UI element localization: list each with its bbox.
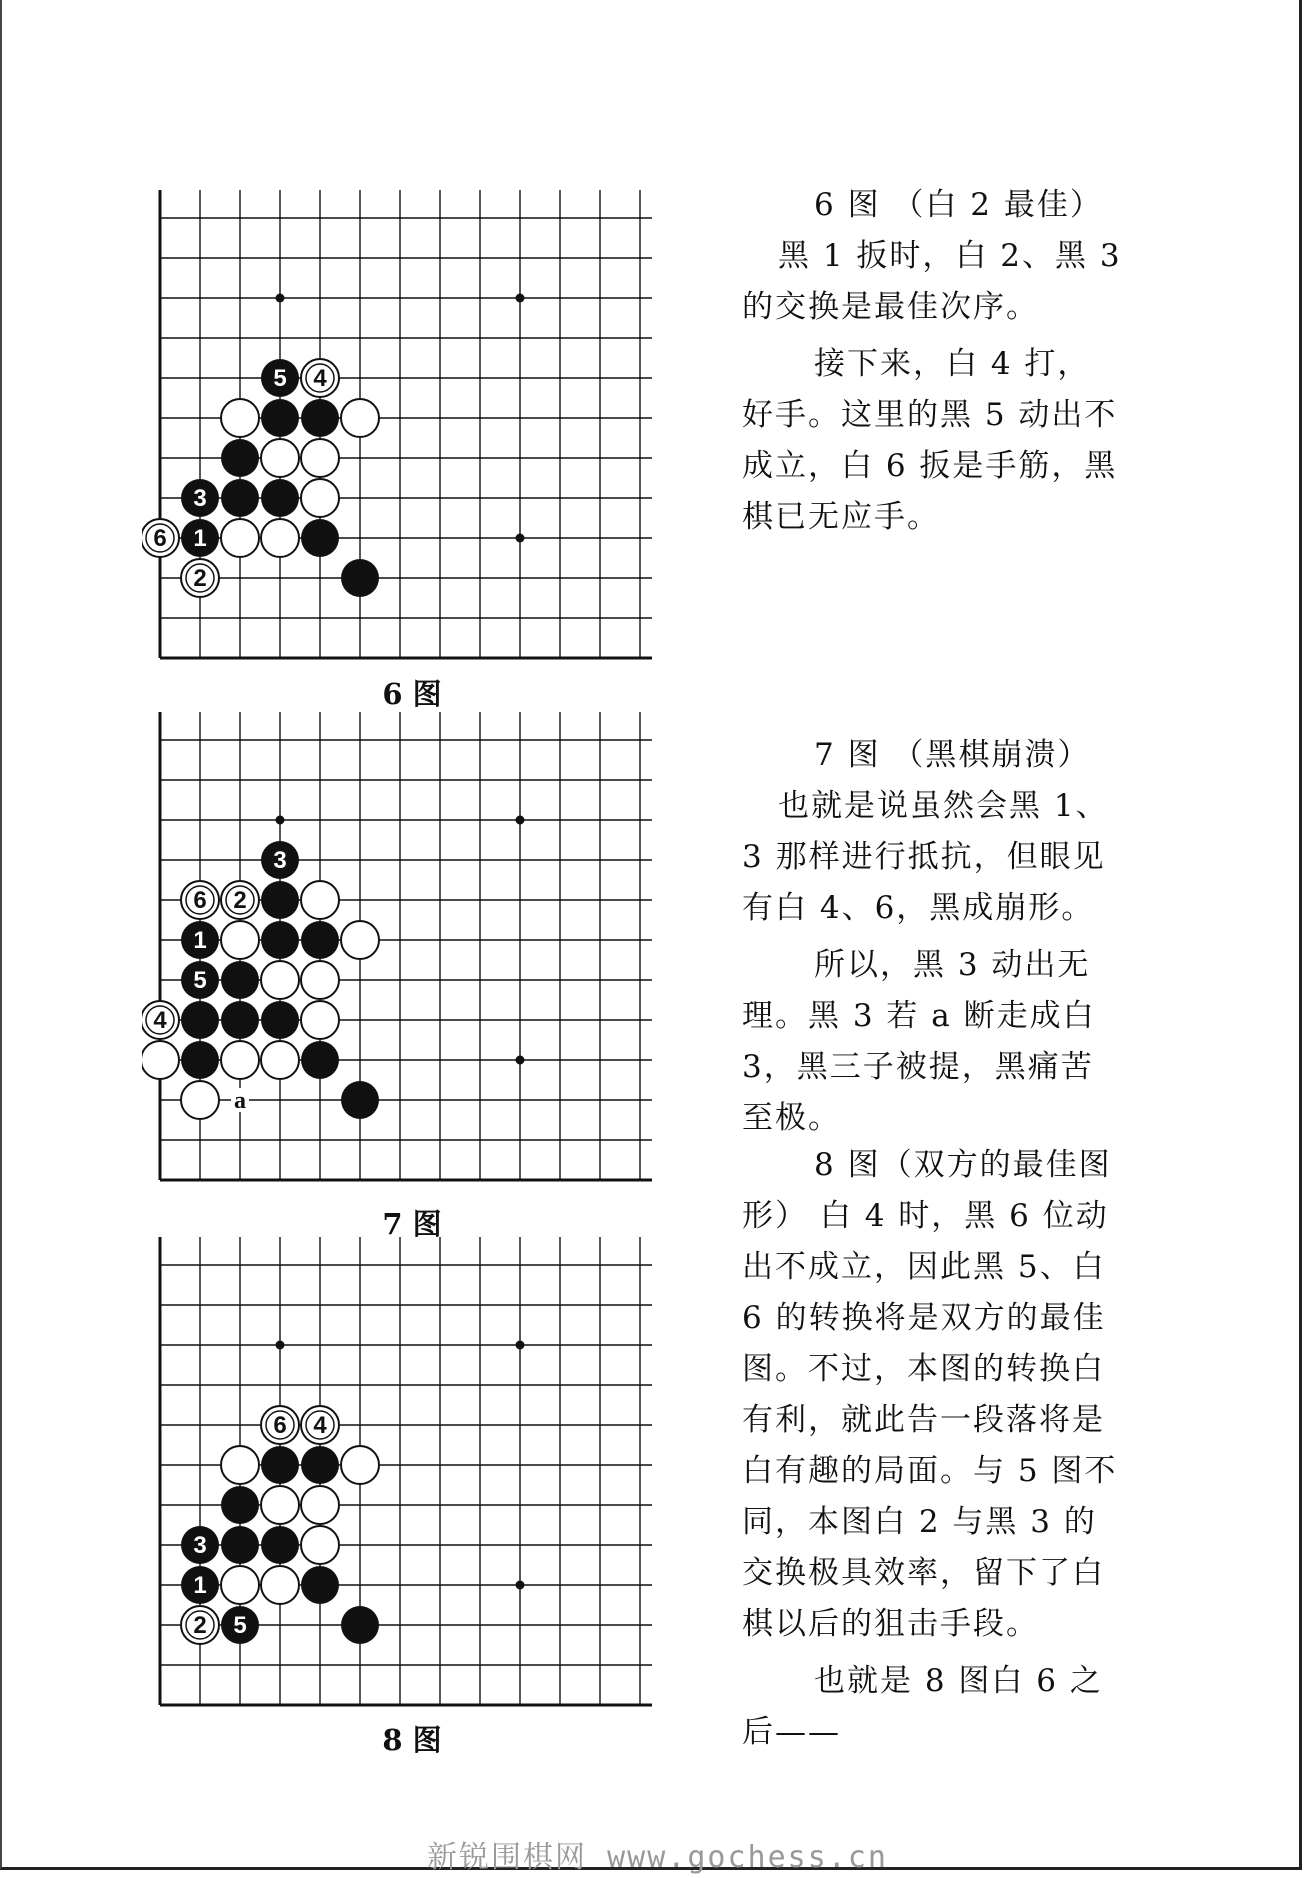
black-stone: [181, 479, 219, 517]
black-stone: [261, 881, 299, 919]
move-number: 5: [273, 365, 287, 392]
white-stone: [261, 1486, 299, 1524]
white-stone: [221, 399, 259, 437]
black-stone: [261, 1526, 299, 1564]
move-number: 2: [233, 887, 247, 914]
black-stone: [221, 1001, 259, 1039]
point-label: a: [234, 1088, 246, 1114]
white-stone: [301, 1001, 339, 1039]
star-point: [276, 1341, 285, 1350]
white-stone: [221, 881, 259, 919]
move-number: 1: [193, 1572, 207, 1599]
go-board-fig7: [142, 712, 682, 1182]
commentary-fig8: [742, 1140, 1122, 1758]
commentary-fig6: [742, 180, 1122, 543]
paragraph: 接下来，白 4 打，好手。这里的黑 5 动出不成立，白 6 扳是手筋，黑棋已无应手。: [742, 346, 1118, 535]
move-number: 3: [193, 485, 207, 512]
move-number: 1: [193, 927, 207, 954]
black-stone: [261, 1001, 299, 1039]
black-stone: [261, 841, 299, 879]
white-stone: [142, 1001, 179, 1039]
white-stone: [301, 961, 339, 999]
black-stone: [221, 1486, 259, 1524]
black-stone: [261, 1446, 299, 1484]
heading-fig6: 6 图 （白 2 最佳）: [814, 187, 1103, 223]
black-stone: [301, 519, 339, 557]
go-board-fig6: [142, 190, 682, 660]
paragraph: 所以，黑 3 动出无理。黑 3 若 a 断走成白 3，黑三子被提，黑痛苦至极。: [742, 947, 1096, 1136]
white-stone: [221, 1446, 259, 1484]
black-stone: [221, 439, 259, 477]
black-stone: [341, 1081, 379, 1119]
white-stone: [221, 519, 259, 557]
white-stone: [261, 439, 299, 477]
white-stone: [181, 1606, 219, 1644]
black-stone: [301, 921, 339, 959]
go-board-fig8: [142, 1237, 682, 1707]
black-stone: [341, 1606, 379, 1644]
star-point: [516, 534, 525, 543]
move-number: 6: [273, 1412, 287, 1439]
white-stone: [221, 921, 259, 959]
black-stone: [221, 1526, 259, 1564]
black-stone: [181, 921, 219, 959]
white-stone: [341, 1446, 379, 1484]
black-stone: [261, 399, 299, 437]
move-number: 5: [233, 1612, 247, 1639]
star-point: [276, 816, 285, 825]
white-stone: [261, 1406, 299, 1444]
move-number: 3: [193, 1532, 207, 1559]
site-watermark: 新锐围棋网 www.gochess.cn: [427, 1840, 888, 1875]
move-number: 4: [313, 1412, 327, 1439]
paragraph: 黑 1 扳时，白 2、黑 3 的交换是最佳次序。: [742, 238, 1122, 325]
move-number: 2: [193, 565, 207, 592]
move-number: 1: [193, 525, 207, 552]
black-stone: [261, 921, 299, 959]
paragraph: 也就是说虽然会黑 1、3 那样进行抵抗，但眼见有白 4、6，黑成崩形。: [742, 788, 1109, 926]
black-stone: [301, 399, 339, 437]
move-number: 5: [193, 967, 207, 994]
white-stone: [301, 439, 339, 477]
move-number: 6: [193, 887, 207, 914]
black-stone: [181, 961, 219, 999]
white-stone: [301, 1526, 339, 1564]
move-number: 2: [193, 1612, 207, 1639]
caption-fig6: 6 图: [382, 677, 442, 711]
white-stone: [142, 519, 179, 557]
caption-fig7: 7 图: [382, 1207, 442, 1241]
black-stone: [181, 1526, 219, 1564]
star-point: [516, 816, 525, 825]
move-number: 4: [313, 365, 327, 392]
star-point: [516, 1341, 525, 1350]
black-stone: [221, 961, 259, 999]
white-stone: [221, 1041, 259, 1079]
white-stone: [181, 559, 219, 597]
white-stone: [261, 519, 299, 557]
star-point: [276, 294, 285, 303]
white-stone: [301, 881, 339, 919]
board-svg: [142, 1237, 682, 1707]
star-point: [516, 1056, 525, 1065]
white-stone: [181, 881, 219, 919]
black-stone: [301, 1041, 339, 1079]
move-number: 3: [273, 847, 287, 874]
caption-fig8: 8 图: [382, 1723, 442, 1757]
black-stone: [341, 559, 379, 597]
move-number: 6: [153, 525, 167, 552]
white-stone: [301, 1486, 339, 1524]
paragraph: 8 图（双方的最佳图形） 白 4 时，黑 6 位动出不成立，因此黑 5、白 6 的转换将是双方的最佳图。不过，本图的转换白有利，就此告一段落将是白有趣的局面。与 5 图不同，本图白 2 与黑 3 的交换极具效率，留下了白棋以后的狙击手段。: [742, 1147, 1118, 1642]
white-stone: [301, 359, 339, 397]
white-stone: [261, 961, 299, 999]
black-stone: [301, 1446, 339, 1484]
black-stone: [261, 359, 299, 397]
board-svg: [142, 190, 682, 660]
white-stone: [341, 921, 379, 959]
black-stone: [221, 1606, 259, 1644]
white-stone: [261, 1041, 299, 1079]
white-stone: [301, 1406, 339, 1444]
white-stone: [221, 1566, 259, 1604]
black-stone: [181, 1566, 219, 1604]
black-stone: [301, 1566, 339, 1604]
white-stone: [261, 1566, 299, 1604]
black-stone: [181, 1001, 219, 1039]
white-stone: [181, 1081, 219, 1119]
star-point: [516, 1581, 525, 1590]
white-stone: [142, 1041, 179, 1079]
move-number: 4: [153, 1007, 167, 1034]
commentary-fig7: [742, 730, 1122, 1144]
black-stone: [181, 519, 219, 557]
black-stone: [181, 1041, 219, 1079]
black-stone: [261, 479, 299, 517]
heading-fig7: 7 图 （黑棋崩溃）: [814, 737, 1091, 773]
white-stone: [301, 479, 339, 517]
paragraph: 也就是 8 图白 6 之后——: [742, 1663, 1103, 1750]
board-svg: [142, 712, 682, 1182]
black-stone: [221, 479, 259, 517]
star-point: [516, 294, 525, 303]
white-stone: [341, 399, 379, 437]
